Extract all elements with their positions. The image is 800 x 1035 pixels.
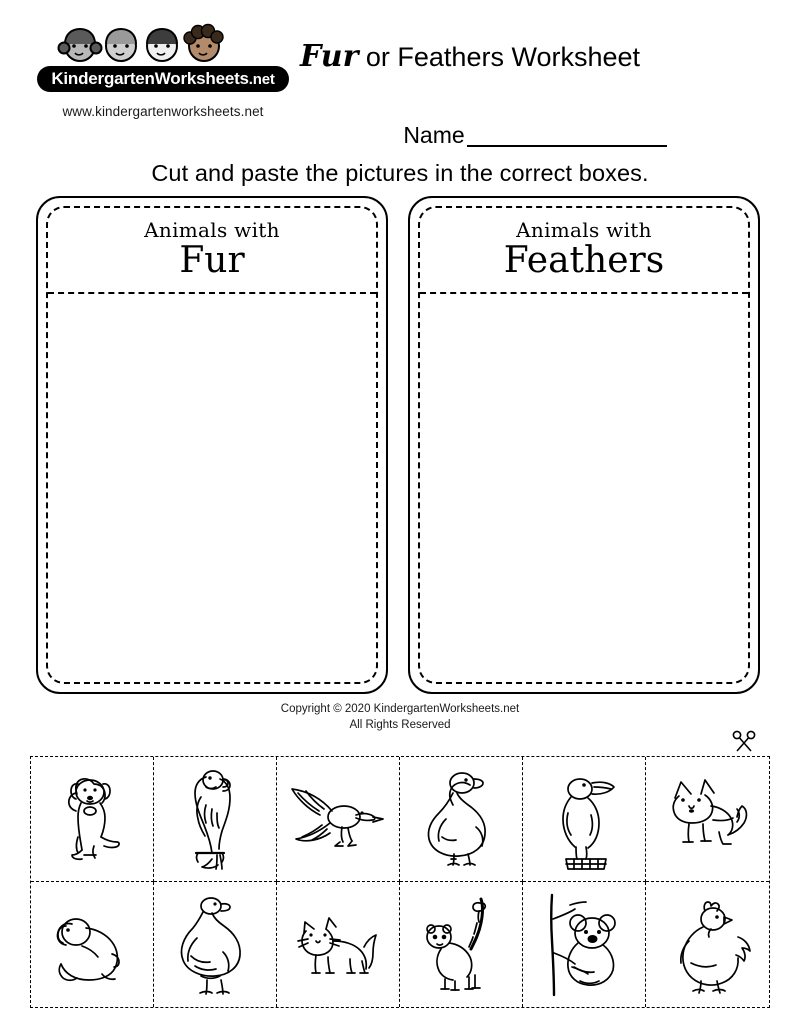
sort-box-fur-inner <box>46 206 378 684</box>
four-children-icon <box>38 24 288 68</box>
page-title-emphasis: Fur <box>300 39 359 74</box>
logo-brand-tld: .net <box>248 71 275 88</box>
cutout-grid <box>30 756 770 1008</box>
rabbit-icon <box>42 904 142 986</box>
cutout-cell-dog[interactable] <box>31 757 154 882</box>
parrot-icon <box>176 767 254 871</box>
copyright-block <box>0 702 800 733</box>
name-input-line[interactable] <box>467 127 667 147</box>
bird-flying-icon <box>284 781 392 857</box>
cutout-cell-goose[interactable] <box>154 882 277 1007</box>
cutout-cell-duck[interactable] <box>400 757 523 882</box>
toucan-icon <box>536 767 632 871</box>
page-header <box>0 18 800 168</box>
logo-brand-second: Worksheets <box>154 69 249 88</box>
koala-icon <box>534 893 634 997</box>
goose-icon <box>171 892 259 998</box>
sort-box-fur-sublabel: Animals with <box>144 218 280 242</box>
cat-icon <box>286 903 390 987</box>
hen-icon <box>661 895 755 995</box>
cutout-cell-rabbit[interactable] <box>31 882 154 1007</box>
cutout-cell-lemur[interactable] <box>400 882 523 1007</box>
cutout-cell-cat[interactable] <box>277 882 400 1007</box>
site-logo <box>28 24 298 119</box>
logo-brand-first: Kindergarten <box>51 69 155 88</box>
cutout-cell-fox[interactable] <box>646 757 769 882</box>
instructions-text: Cut and paste the pictures in the correct boxes. <box>151 160 649 186</box>
dog-icon <box>46 770 138 868</box>
lemur-icon <box>411 897 511 993</box>
copyright-line-2: All Rights Reserved <box>349 718 451 731</box>
copyright-line-1: Copyright © 2020 KindergartenWorksheets.net <box>280 703 520 715</box>
sorting-boxes <box>0 196 800 696</box>
name-field-row <box>300 122 770 149</box>
sort-box-fur-label: Fur <box>179 240 245 281</box>
duck-icon <box>418 767 504 871</box>
sort-box-feathers[interactable] <box>408 196 760 694</box>
sort-box-feathers-sublabel: Animals with <box>516 218 652 242</box>
cutout-cell-toucan[interactable] <box>523 757 646 882</box>
page-title-rest: or Feathers Worksheet <box>358 42 641 72</box>
cutout-cell-hen[interactable] <box>646 882 769 1007</box>
sort-box-feathers-divider <box>420 292 748 294</box>
cutout-strip <box>30 756 770 1008</box>
fox-icon <box>653 776 763 862</box>
cutout-cell-koala[interactable] <box>523 882 646 1007</box>
sort-box-fur-heading <box>58 218 366 281</box>
sort-box-feathers-label: Feathers <box>503 240 665 281</box>
site-url: www.kindergartenworksheets.net <box>62 104 264 119</box>
sort-box-fur[interactable] <box>36 196 388 694</box>
scissors-icon <box>732 730 758 754</box>
page-title <box>300 40 770 73</box>
cutout-cell-bird-flying[interactable] <box>277 757 400 882</box>
logo-wordmark <box>37 66 289 92</box>
sort-box-fur-divider <box>48 292 376 294</box>
sort-box-feathers-inner <box>418 206 750 684</box>
name-label: Name <box>403 122 465 148</box>
sort-box-feathers-heading <box>430 218 738 281</box>
cutout-cell-parrot[interactable] <box>154 757 277 882</box>
